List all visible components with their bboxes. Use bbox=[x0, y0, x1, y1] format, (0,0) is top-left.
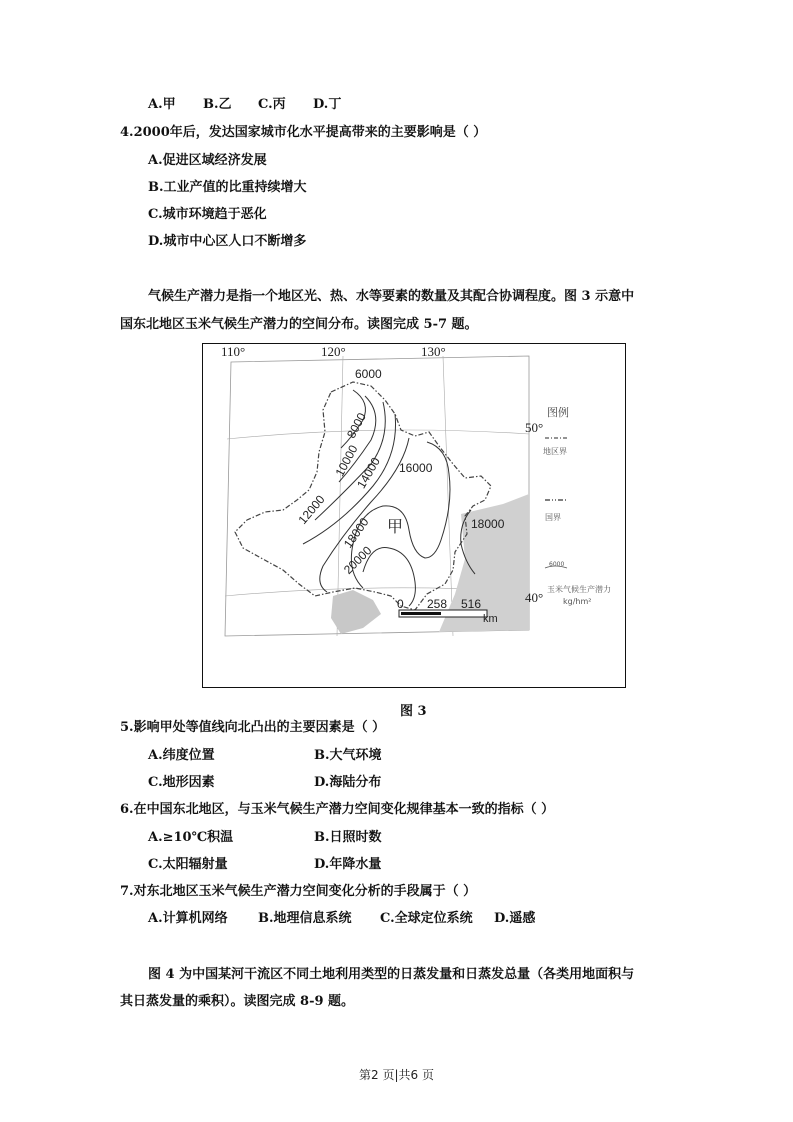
q6-stem: 6.在中国东北地区，与玉米气候生产潜力空间变化规律基本一致的指标（ ） bbox=[120, 802, 555, 817]
iso-label-14000: 14000 bbox=[354, 454, 383, 491]
q7-option-c: C.全球定位系统 bbox=[380, 911, 473, 926]
iso-label-6000: 6000 bbox=[355, 367, 382, 381]
lon-label-110: 110° bbox=[221, 344, 246, 359]
legend-isoline-unit: kg/hm² bbox=[563, 597, 592, 606]
iso-label-18000-west: 18000 bbox=[340, 515, 372, 551]
q6-option-d: D.年降水量 bbox=[314, 857, 382, 872]
lon-label-120: 120° bbox=[321, 344, 346, 359]
page-footer: 第2 页|共6 页 bbox=[359, 1068, 434, 1082]
q4-option-b: B.工业产值的比重持续增大 bbox=[148, 180, 307, 195]
scale-unit: km bbox=[483, 613, 498, 625]
lat-label-50: 50° bbox=[525, 420, 544, 435]
q6-option-b: B.日照时数 bbox=[314, 830, 382, 845]
intro-5-7-line2: 国东北地区玉米气候生产潜力的空间分布。读图完成 5-7 题。 bbox=[120, 317, 478, 332]
q4-option-a: A.促进区域经济发展 bbox=[148, 153, 267, 168]
legend-isoline-name: 玉米气候生产潜力 bbox=[547, 585, 611, 594]
legend-border-label: 国界 bbox=[545, 513, 561, 522]
meridian-130 bbox=[443, 356, 453, 636]
q3-option-a: A.甲 bbox=[148, 97, 176, 112]
scale-tick-0: 0 bbox=[397, 597, 404, 611]
map-canvas bbox=[203, 344, 624, 686]
q7-option-b: B.地理信息系统 bbox=[258, 911, 352, 926]
lon-label-130: 130° bbox=[421, 344, 446, 359]
intro-8-9-line2: 其日蒸发量的乘积）。读图完成 8-9 题。 bbox=[120, 994, 355, 1009]
legend-isoline-value: 6000 bbox=[549, 561, 565, 568]
q7-stem: 7.对东北地区玉米气候生产潜力空间变化分析的手段属于（ ） bbox=[120, 884, 477, 899]
parallel-50 bbox=[227, 430, 529, 439]
iso-label-12000: 12000 bbox=[295, 492, 328, 527]
q6-option-a: A.≥10℃积温 bbox=[148, 830, 234, 845]
iso-label-8000: 8000 bbox=[344, 410, 369, 441]
q4-option-d: D.城市中心区人口不断增多 bbox=[148, 234, 307, 249]
sea-area-bohai bbox=[331, 590, 381, 634]
q6-option-c: C.太阳辐射量 bbox=[148, 857, 228, 872]
iso-label-18000-east: 18000 bbox=[471, 517, 505, 531]
region-label-jia: 甲 bbox=[387, 519, 404, 536]
figure-3-caption: 图 3 bbox=[400, 704, 427, 719]
q7-option-a: A.计算机网络 bbox=[148, 911, 228, 926]
q4-stem: 4.2000年后，发达国家城市化水平提高带来的主要影响是（ ） bbox=[120, 125, 487, 140]
scale-tick-516: 516 bbox=[461, 597, 482, 611]
q5-option-c: C.地形因素 bbox=[148, 775, 215, 790]
intro-8-9-line1: 图 4 为中国某河干流区不同土地利用类型的日蒸发量和日蒸发总量（各类用地面积与 bbox=[148, 967, 635, 982]
q3-option-b: B.乙 bbox=[203, 97, 232, 112]
scale-bar-fill bbox=[401, 612, 441, 615]
iso-label-16000: 16000 bbox=[399, 461, 433, 475]
iso-label-20000: 20000 bbox=[340, 543, 375, 577]
q7-option-d: D.遥感 bbox=[494, 911, 536, 926]
legend-region-label: 地区界 bbox=[543, 447, 567, 456]
iso-label-10000: 10000 bbox=[332, 442, 361, 479]
q5-stem: 5.影响甲处等值线向北凸出的主要因素是（ ） bbox=[120, 720, 386, 735]
q3-option-c: C.丙 bbox=[258, 97, 286, 112]
legend-title: 图例 bbox=[547, 406, 569, 419]
q5-option-b: B.大气环境 bbox=[314, 748, 382, 763]
q5-option-d: D.海陆分布 bbox=[314, 775, 382, 790]
q4-option-c: C.城市环境趋于恶化 bbox=[148, 207, 267, 222]
scale-tick-258: 258 bbox=[427, 597, 448, 611]
figure-3-map bbox=[202, 343, 626, 688]
intro-5-7-line1: 气候生产潜力是指一个地区光、热、水等要素的数量及其配合协调程度。图 3 示意中 bbox=[148, 289, 635, 304]
lat-label-40: 40° bbox=[525, 590, 544, 605]
q3-option-d: D.丁 bbox=[313, 97, 342, 112]
q5-option-a: A.纬度位置 bbox=[148, 748, 215, 763]
